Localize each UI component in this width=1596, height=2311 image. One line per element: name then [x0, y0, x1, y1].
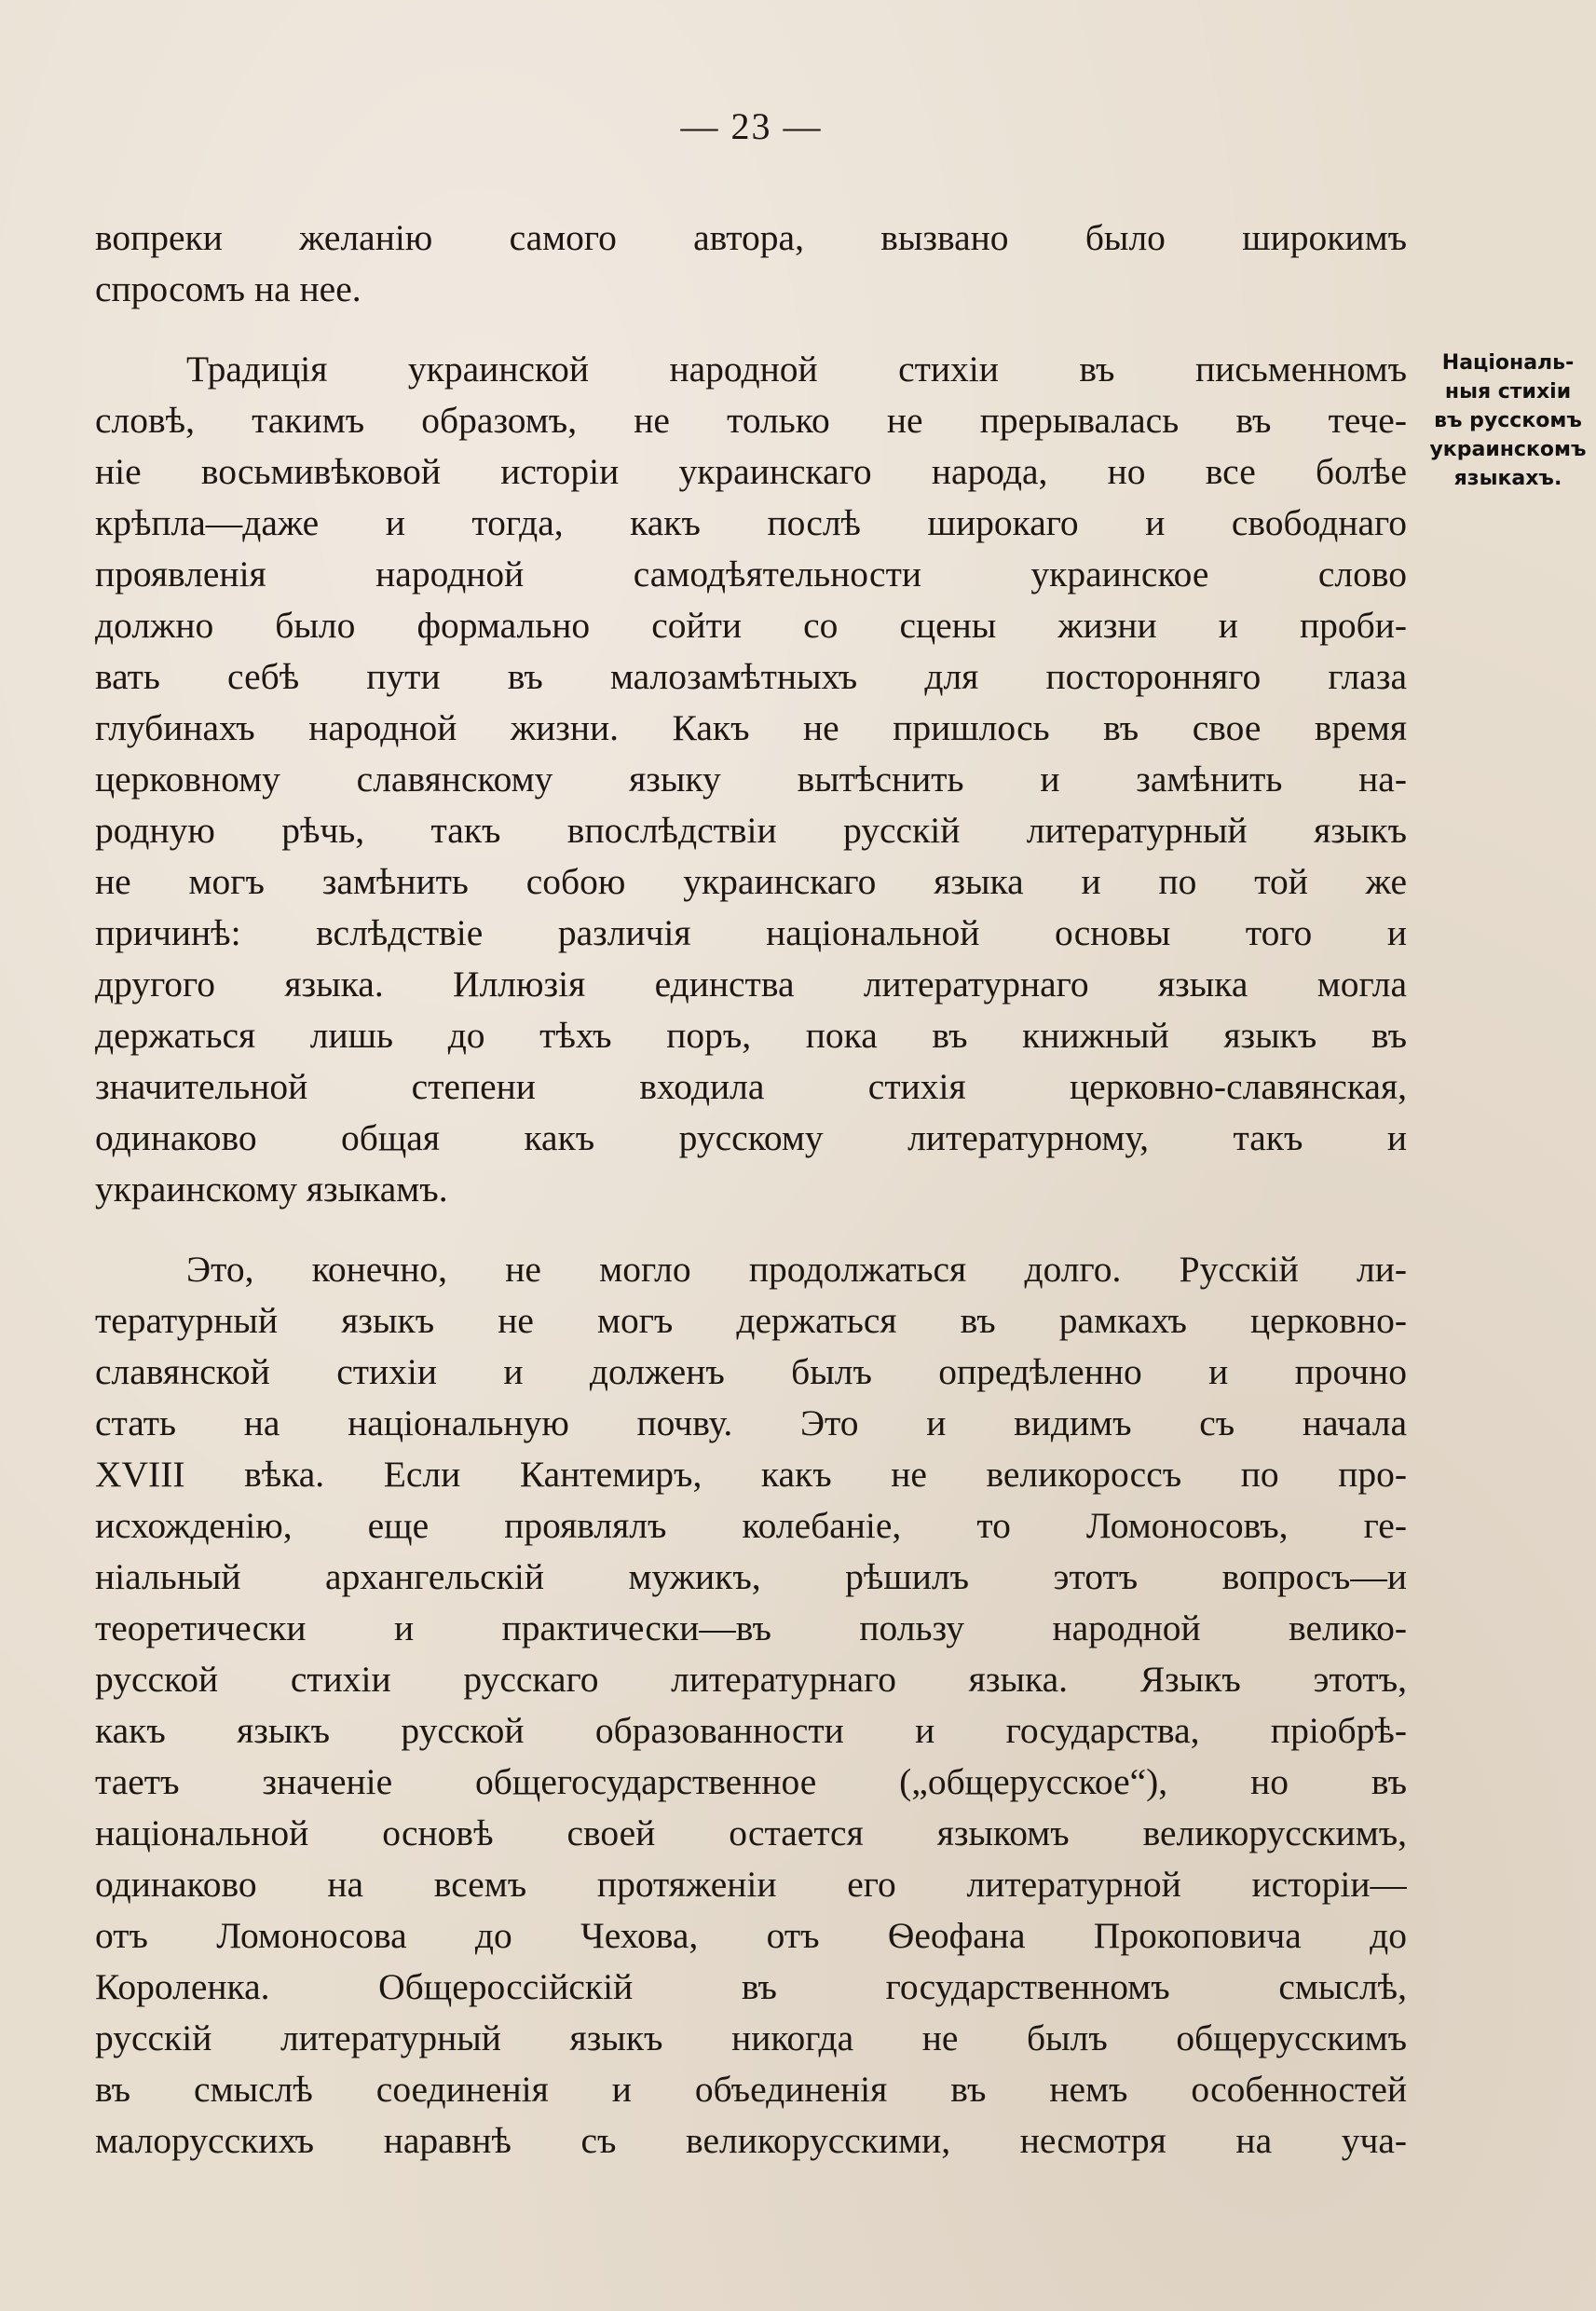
text-line: отъ Ломоносова до Чехова, отъ Ѳеофана Прокоповича до — [95, 1915, 1407, 1956]
text-line: держаться лишь до тѣхъ поръ, пока въ книжный языкъ въ — [95, 1015, 1407, 1056]
text-line: одинаково на всемъ протяженіи его литературной исторіи— — [95, 1864, 1407, 1905]
paragraph-1 — [95, 212, 1407, 315]
text-line: таетъ значеніе общегосударственное („общерусское“), но въ — [95, 1761, 1407, 1802]
text-line: родную рѣчь, такъ впослѣдствіи русскій литературный языкъ — [95, 810, 1407, 851]
margin-note-line: въ русскомъ — [1434, 409, 1582, 432]
text-line: церковному славянскому языку вытѣснить и замѣнить на- — [95, 759, 1407, 800]
text-line: славянской стихіи и долженъ былъ опредѣленно и прочно — [95, 1351, 1407, 1392]
text-line: не могъ замѣнить собою украинскаго языка и по той же — [95, 861, 1407, 902]
text-line: какъ языкъ русской образованности и государства, пріобрѣ- — [95, 1710, 1407, 1751]
paragraph-2 — [95, 344, 1407, 1215]
text-line: русской стихіи русскаго литературнаго языка. Языкъ этотъ, — [95, 1659, 1407, 1700]
text-line: украинскому языкамъ. — [95, 1169, 448, 1210]
text-line: національной основѣ своей остается языкомъ великорусскимъ, — [95, 1812, 1407, 1853]
text-line: вать себѣ пути въ малозамѣтныхъ для посторонняго глаза — [95, 656, 1407, 697]
text-line: Традиція украинской народной стихіи въ письменномъ — [186, 349, 1407, 390]
text-line: XVIII вѣка. Если Кантемиръ, какъ не великороссъ по про- — [95, 1454, 1407, 1495]
margin-note-line: языкахъ. — [1453, 467, 1562, 490]
paragraph-3 — [95, 1244, 1407, 2167]
text-line: крѣпла—даже и тогда, какъ послѣ широкаго и свободнаго — [95, 502, 1407, 543]
text-line: должно было формально сойти со сцены жизни и проби- — [95, 605, 1407, 646]
text-line: въ смыслѣ соединенія и объединенія въ немъ особенностей — [95, 2069, 1407, 2110]
text-line: причинѣ: вслѣдствіе различія національной основы того и — [95, 912, 1407, 953]
text-line: одинаково общая какъ русскому литературному, такъ и — [95, 1117, 1407, 1158]
text-line: теоретически и практически—въ пользу народной велико- — [95, 1607, 1407, 1648]
text-line: Это, конечно, не могло продолжаться долго. Русскій ли- — [186, 1249, 1407, 1290]
text-line: исхожденію, еще проявлялъ колебаніе, то Ломоносовъ, ге- — [95, 1505, 1407, 1546]
page-number: — 23 — — [680, 105, 823, 147]
text-line: Короленка. Общероссійскій въ государственномъ смыслѣ, — [95, 1966, 1407, 2007]
margin-note-line: ныя стихіи — [1444, 380, 1572, 403]
margin-note — [1420, 349, 1596, 493]
text-line: ніе восьмивѣковой исторіи украинскаго народа, но все болѣе — [95, 451, 1407, 492]
text-line: глубинахъ народной жизни. Какъ не пришлось въ свое время — [95, 707, 1407, 748]
text-line: спросомъ на нее. — [95, 268, 361, 309]
text-line: русскій литературный языкъ никогда не былъ общерусскимъ — [95, 2017, 1407, 2058]
text-line: малорусскихъ наравнѣ съ великорусскими, несмотря на уча- — [95, 2120, 1407, 2161]
text-line: вопреки желанію самого автора, вызвано было широкимъ — [95, 217, 1407, 258]
text-line: ніальный архангельскій мужикъ, рѣшилъ этотъ вопросъ—и — [95, 1556, 1407, 1597]
text-line: тературный языкъ не могъ держаться въ рамкахъ церковно- — [95, 1300, 1407, 1341]
text-line: значительной степени входила стихія церковно-славянская, — [95, 1066, 1407, 1107]
text-line: проявленія народной самодѣятельности украинское слово — [95, 554, 1407, 595]
margin-note-line: украинскомъ — [1429, 438, 1587, 461]
margin-note-line: Національ- — [1441, 351, 1575, 375]
text-line: словѣ, такимъ образомъ, не только не прерывалась въ тече- — [95, 400, 1407, 441]
text-line: стать на національную почву. Это и видимъ съ начала — [95, 1402, 1407, 1443]
text-line: другого языка. Иллюзія единства литературнаго языка могла — [95, 964, 1407, 1005]
